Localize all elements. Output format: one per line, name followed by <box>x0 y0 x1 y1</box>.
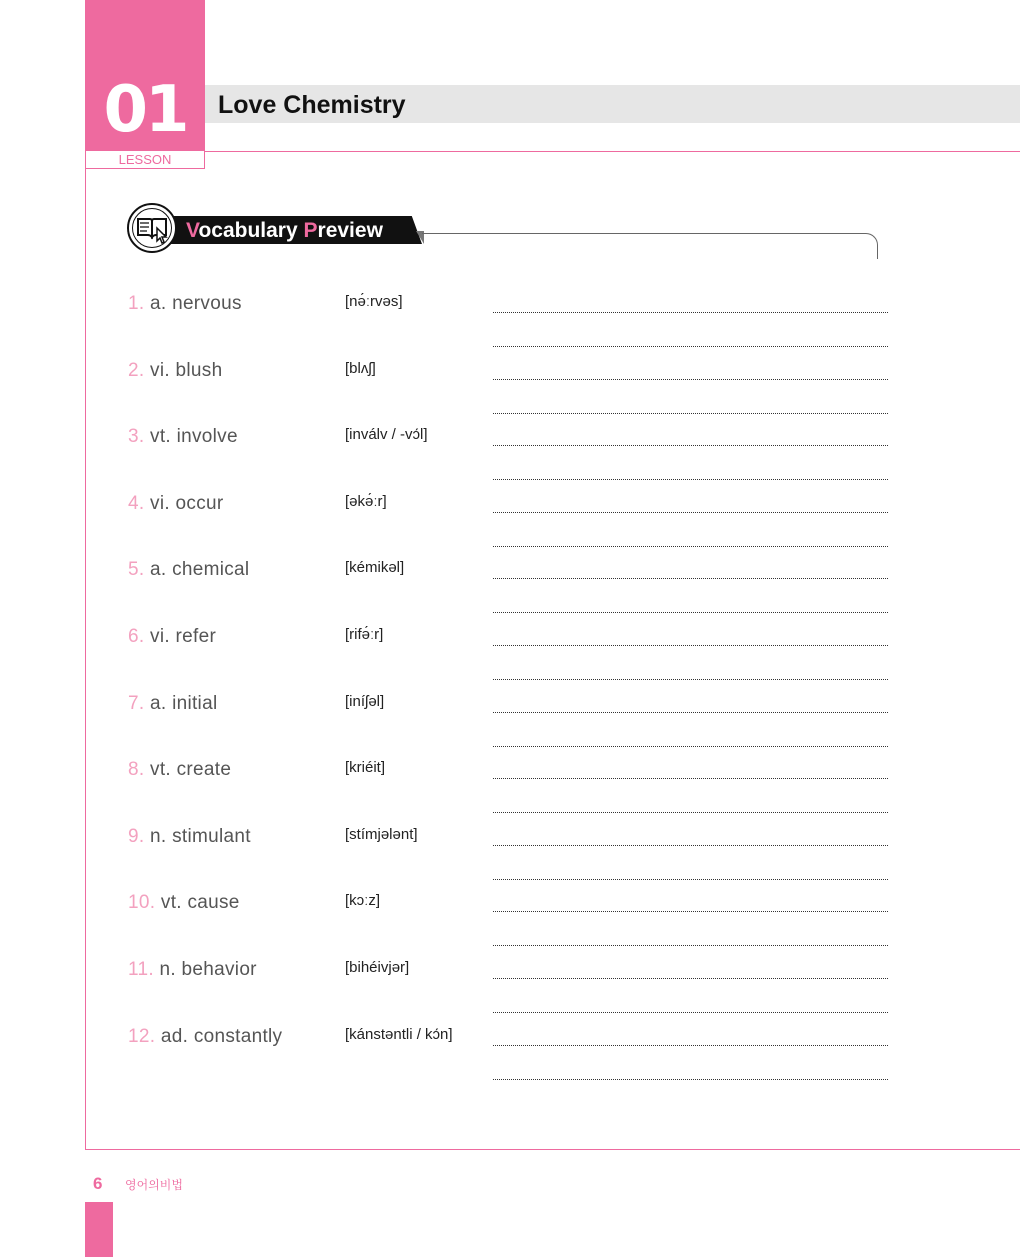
vocab-term <box>128 426 238 448</box>
bottom-divider <box>85 1149 1020 1150</box>
vocab-pronunciation: [kriéit] <box>345 759 386 777</box>
vocab-number: 6. <box>128 626 145 647</box>
footer-tab <box>85 1202 113 1257</box>
vocab-pronunciation: [kémikəl] <box>345 559 405 577</box>
vocab-row <box>128 826 888 892</box>
section-title-word-1: ocabulary <box>198 219 298 242</box>
vocab-term <box>128 293 242 315</box>
vocab-row <box>128 426 888 492</box>
answer-line[interactable] <box>493 879 888 880</box>
answer-line[interactable] <box>493 379 888 380</box>
vocab-pronunciation: [inválv / -vɔ́l] <box>345 426 428 444</box>
answer-line[interactable] <box>493 778 888 779</box>
vocab-word: vt. involve <box>150 426 238 448</box>
vocab-term <box>128 559 249 581</box>
answer-line[interactable] <box>493 578 888 579</box>
answer-line[interactable] <box>493 645 888 646</box>
book-badge <box>127 203 177 253</box>
vocab-pronunciation: [əkə́ːr] <box>345 492 387 510</box>
section-title-cap-v: V <box>186 219 199 242</box>
vocab-term <box>128 892 240 914</box>
vocab-term <box>128 826 251 848</box>
vocab-word: vi. occur <box>150 492 224 514</box>
answer-line[interactable] <box>493 679 888 680</box>
vocab-pronunciation: [iníʃəl] <box>345 692 385 710</box>
vocab-row <box>128 959 888 1025</box>
lesson-label: LESSON <box>85 151 205 169</box>
vocab-number: 5. <box>128 559 145 581</box>
vocab-term <box>128 626 216 648</box>
answer-line[interactable] <box>493 978 888 979</box>
vocab-row <box>128 493 888 559</box>
lesson-number-block <box>85 0 205 152</box>
book-cursor-icon <box>135 214 169 244</box>
left-margin-rule <box>85 168 86 1150</box>
vocab-number: 3. <box>128 426 145 448</box>
vocab-row <box>128 759 888 825</box>
vocab-number: 11. <box>128 959 154 980</box>
section-title <box>186 216 383 245</box>
answer-line[interactable] <box>493 1012 888 1013</box>
vocab-term <box>128 693 217 715</box>
answer-line[interactable] <box>493 1079 888 1080</box>
vocab-term <box>128 959 257 981</box>
vocab-row <box>128 360 888 426</box>
vocab-word: n. stimulant <box>150 825 251 847</box>
vocab-word: a. chemical <box>150 559 250 581</box>
answer-line[interactable] <box>493 346 888 347</box>
section-header-rule <box>422 233 878 259</box>
vocab-word: a. nervous <box>150 293 242 314</box>
vocab-word: vi. refer <box>150 626 217 647</box>
answer-line[interactable] <box>493 712 888 713</box>
answer-line[interactable] <box>493 445 888 446</box>
vocab-word: vi. blush <box>150 359 223 381</box>
answer-line[interactable] <box>493 312 888 313</box>
lesson-number: 01 <box>103 73 187 147</box>
vocab-number: 4. <box>128 492 145 514</box>
lesson-title: Love Chemistry <box>218 91 406 119</box>
vocab-number: 10. <box>128 892 156 914</box>
section-header <box>127 203 887 263</box>
vocab-row <box>128 892 888 958</box>
vocab-row <box>128 293 888 359</box>
vocab-word: vt. cause <box>160 892 240 914</box>
answer-line[interactable] <box>493 746 888 747</box>
answer-line[interactable] <box>493 845 888 846</box>
header-divider <box>205 151 1020 152</box>
vocab-pronunciation: [kánstəntli / kɔ́n] <box>345 1025 453 1043</box>
vocab-row <box>128 626 888 692</box>
vocab-pronunciation: [bihéivjər] <box>345 959 410 976</box>
vocab-word: a. initial <box>150 692 218 714</box>
vocab-number: 12. <box>128 1025 156 1047</box>
section-title-word-2: review <box>317 219 383 242</box>
vocab-pronunciation: [stímjələnt] <box>345 825 418 843</box>
answer-line[interactable] <box>493 1045 888 1046</box>
section-title-cap-p: P <box>303 219 318 242</box>
vocab-pronunciation: [blʌʃ] <box>345 359 376 377</box>
answer-line[interactable] <box>493 479 888 480</box>
vocab-row <box>128 559 888 625</box>
vocab-number: 9. <box>128 825 145 847</box>
vocab-number: 7. <box>128 692 145 714</box>
book-title: 영어의비법 <box>125 1178 183 1192</box>
vocab-term <box>128 759 231 781</box>
answer-line[interactable] <box>493 413 888 414</box>
vocab-number: 8. <box>128 759 145 781</box>
vocab-term <box>128 1026 282 1048</box>
lesson-title-bar <box>205 85 1020 123</box>
page-number: 6 <box>93 1174 103 1193</box>
vocab-word: ad. constantly <box>160 1025 283 1047</box>
vocab-row <box>128 1026 888 1092</box>
vocab-term <box>128 493 224 515</box>
answer-line[interactable] <box>493 945 888 946</box>
answer-line[interactable] <box>493 612 888 613</box>
answer-line[interactable] <box>493 512 888 513</box>
vocab-pronunciation: [nə́ːrvəs] <box>345 293 403 310</box>
vocab-pronunciation: [rifə́ːr] <box>345 626 384 643</box>
vocab-number: 1. <box>128 293 145 314</box>
answer-line[interactable] <box>493 911 888 912</box>
vocab-term <box>128 360 222 382</box>
vocab-number: 2. <box>128 359 145 381</box>
vocab-word: n. behavior <box>159 959 257 980</box>
answer-line[interactable] <box>493 812 888 813</box>
vocab-word: vt. create <box>150 759 232 781</box>
vocab-pronunciation: [kɔːz] <box>345 892 381 910</box>
answer-line[interactable] <box>493 546 888 547</box>
vocab-row <box>128 693 888 759</box>
